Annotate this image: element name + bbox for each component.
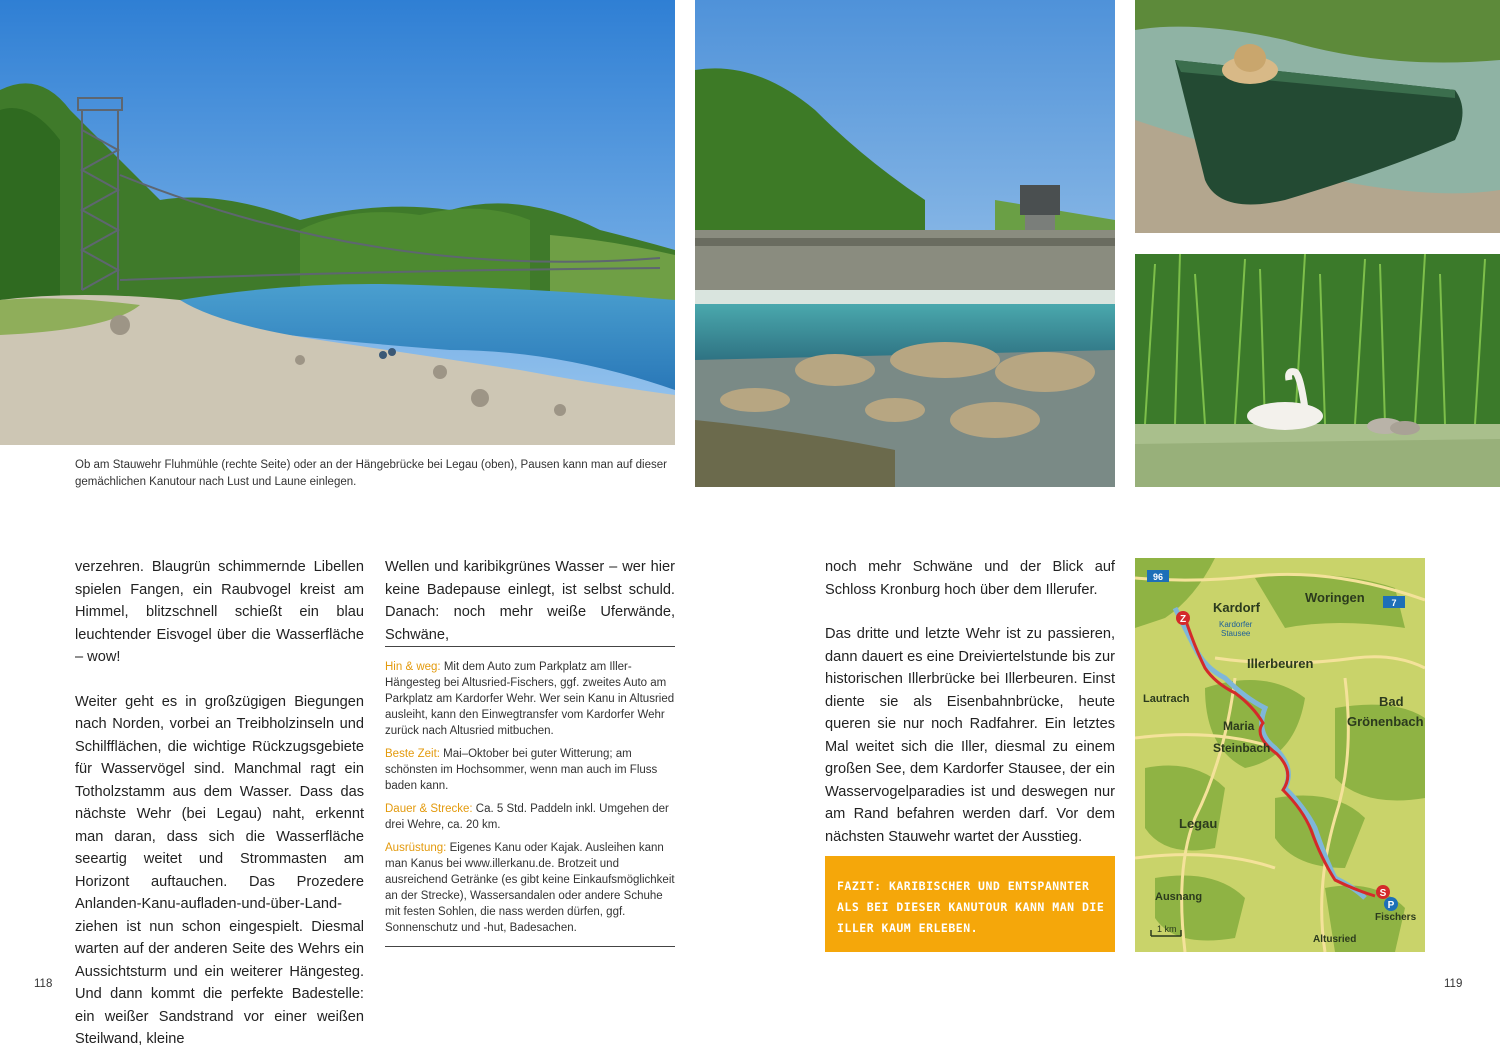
map-label-road-96: 96 (1152, 572, 1164, 582)
map-scale-label: 1 km (1157, 924, 1177, 934)
map-label-woringen: Woringen (1305, 590, 1365, 605)
map-label-steinbach: Steinbach (1213, 741, 1271, 755)
map-label-groenenbach: Grönenbach (1347, 714, 1424, 729)
map-label-stausee-2: Stausee (1221, 629, 1251, 638)
map-label-stausee-1: Kardorfer (1219, 620, 1253, 629)
info-label: Beste Zeit: (385, 748, 440, 760)
photo-swan (1135, 254, 1500, 487)
info-label: Ausrüstung: (385, 842, 447, 854)
paragraph: Weiter geht es in großzügigen Biegungen nach Norden, vorbei an Treibholzinseln und Schilfflächen, die wichtige Rückzugsgebiete für Wasservögel sind. Manchmal ragt ein Totholzstamm aus dem Wasser. Dass das nächste Wehr (bei Legau) naht, erkennt man daran, dass sich die Wasserfläche seeartig weitet und Strommasten am Horizont auftauchen. Das Prozedere Anlanden-Kanu-aufladen-und-über-Land-ziehen ist nun schon eingespielt. Diesmal warten auf der anderen Seite des Wehrs ein Aussichtsturm und ein weiterer Hängesteg. Und dann kommt die perfekte Badestelle: ein weißer Sandstrand vor einer weißen Steilwand, kleine (75, 693, 364, 1047)
route-map (1135, 558, 1425, 952)
body-text-middle-column (385, 556, 675, 646)
info-item-beste-zeit (385, 746, 675, 794)
photo-suspension-bridge (0, 0, 675, 445)
fazit-text: FAZIT: KARIBISCHER UND ENTSPANNTER ALS BEI DIESER KANUTOUR KANN MAN DIE ILLER KAUM ERLEBEN. (837, 879, 1105, 935)
map-marker-z: Z (1179, 614, 1187, 625)
info-label: Hin & weg: (385, 661, 441, 673)
info-text: Ca. 5 Std. Paddeln inkl. Umgehen der drei Wehre, ca. 20 km. (385, 803, 669, 831)
map-label-kardorf: Kardorf (1213, 600, 1260, 615)
map-label-ausnang: Ausnang (1155, 891, 1203, 903)
body-text-right-column (825, 556, 1115, 848)
info-box (385, 646, 675, 947)
photo-caption: Ob am Stauwehr Fluhmühle (rechte Seite) oder an der Hängebrücke bei Legau (oben), Pausen kann man auf dieser gemächlichen Kanutour nach Lust und Laune einlegen. (75, 459, 667, 488)
photo-canoe (1135, 0, 1500, 233)
info-label: Dauer & Strecke: (385, 803, 473, 815)
map-label-altusried: Altusried (1313, 934, 1357, 945)
info-text: Mit dem Auto zum Parkplatz am Iller-Hängesteg bei Altusried-Fischers, ggf. zweites Auto am Parkplatz am Kardorfer Wehr. Wer sein Kanu in Altusried ausleiht, kann den Einwegtransfer vom Kardorfer Wehr zurück nach Altusried mitbuchen. (385, 661, 675, 737)
map-label-legau: Legau (1179, 816, 1218, 831)
page-number-left: 118 (34, 978, 53, 990)
paragraph: noch mehr Schwäne und der Blick auf Schloss Kronburg hoch über dem Illerufer. (825, 559, 1115, 598)
map-label-maria: Maria (1223, 719, 1255, 733)
paragraph: Das dritte und letzte Wehr ist zu passieren, dann dauert es eine Dreiviertelstunde bis zur historischen Illerbrücke bei Illerbeuren. Einst diente sie als Eisenbahnbrücke, heute queren sie nur noch Radfahrer. Ein letztes Mal weitet sich die Iller, diesmal zu einem großen See, dem Kardorfer Stausee, der ein Wasservogelparadies ist und deswegen nur am Rand befahren werden darf. Vor dem nächsten Stauwehr wartet der Ausstieg. (825, 626, 1115, 845)
map-label-lautrach: Lautrach (1143, 693, 1190, 705)
map-label-fischers: Fischers (1375, 912, 1417, 923)
photo-weir (695, 0, 1115, 487)
info-item-hin-weg (385, 659, 675, 739)
map-label-road-7: 7 (1391, 598, 1397, 608)
map-marker-s: S (1379, 888, 1387, 899)
info-text: Mai–Oktober bei guter Witterung; am schönsten im Hochsommer, wenn man auch im Fluss baden kann. (385, 748, 658, 792)
page-number-right: 119 (1444, 978, 1463, 990)
fazit-box (825, 856, 1115, 952)
info-item-dauer-strecke (385, 801, 675, 833)
map-marker-p: P (1387, 900, 1395, 911)
info-item-ausruestung (385, 840, 675, 936)
body-text-left-column (75, 556, 364, 1051)
paragraph: Wellen und karibikgrünes Wasser – wer hier keine Badepause einlegt, ist selbst schuld. Danach: noch mehr weiße Uferwände, Schwäne, (385, 559, 675, 643)
info-text: Eigenes Kanu oder Kajak. Ausleihen kann man Kanus bei www.illerkanu.de. Brotzeit und ausreichend Getränke (es gibt keine Einkaufsmöglichkeit an der Strecke), Wassersandalen oder andere Schuhe mit festen Sohlen, die nass werden dürfen, ggf. Sonnenschutz und -hut, Badesachen. (385, 842, 675, 934)
paragraph: verzehren. Blaugrün schimmernde Libellen spielen Fangen, ein Raubvogel kreist am Himmel, blitzschnell schießt ein blau leuchtender Eisvogel über die Wasserfläche – wow! (75, 559, 364, 665)
map-label-illerbeuren: Illerbeuren (1247, 656, 1314, 671)
map-label-bad: Bad (1379, 694, 1404, 709)
